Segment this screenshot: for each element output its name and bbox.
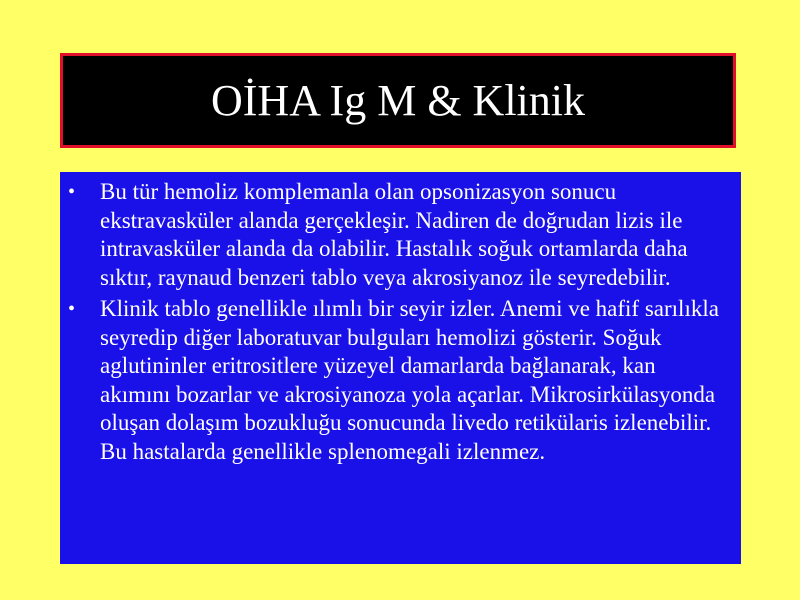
slide-title: OİHA Ig M & Klinik: [211, 75, 585, 125]
bullet-marker: •: [68, 181, 76, 203]
title-box: [60, 53, 736, 148]
bullet-text: Klinik tablo genellikle ılımlı bir seyir izler. Anemi ve hafif sarılıkla seyredip diğer laboratuvar bulguları hemolizi gösterir. Soğuk aglutininler eritrositlere yüzeyel damarlarda bağlanarak, kan akımını bozarlar ve akrosiyanoza yola açarlar. Mikrosirkülasyonda oluşan dolaşım bozukluğu sonucunda livedo retikülaris izlenebilir. Bu hastalarda genellikle splenomegali izlenmez.: [100, 296, 719, 464]
bullet-marker: •: [68, 298, 76, 320]
bullet-item-1: [66, 178, 731, 292]
content-box: [60, 172, 741, 564]
bullet-text: Bu tür hemoliz komplemanla olan opsonizasyon sonucu ekstravasküler alanda gerçekleşir. Nadiren de doğrudan lizis ile intravasküler alanda da olabilir. Hastalık soğuk ortamlarda daha sıktır, raynaud benzeri tablo veya akrosiyanoz ile seyredebilir.: [100, 179, 688, 290]
bullet-list: [66, 178, 731, 466]
bullet-item-2: [66, 295, 731, 466]
